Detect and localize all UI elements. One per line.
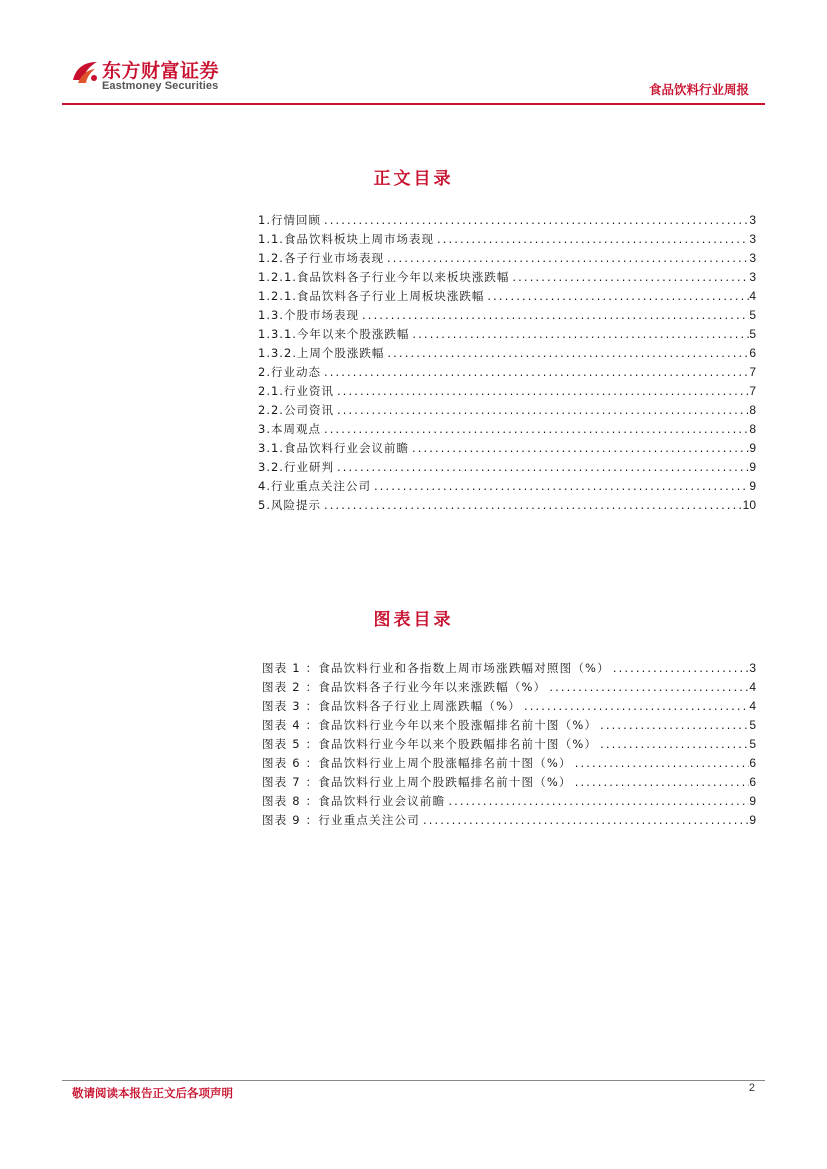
dot-leader (384, 249, 749, 268)
dot-leader (321, 420, 749, 439)
dot-leader (572, 754, 750, 773)
dot-leader (521, 697, 749, 716)
figure-entry[interactable] (262, 697, 756, 716)
dot-leader (572, 773, 750, 792)
contents-entry[interactable] (258, 211, 756, 230)
figure-entry-label: 图表 1 ：食品饮料行业和各指数上周市场涨跌幅对照图（%） (262, 661, 610, 675)
contents-entry-label: 5.风险提示 (258, 498, 321, 512)
contents-entry-page-number: 3 (749, 232, 756, 246)
eastmoney-logo-icon (70, 58, 100, 86)
dot-leader (359, 306, 749, 325)
contents-entry[interactable] (258, 420, 756, 439)
contents-entry-page-number: 3 (749, 251, 756, 265)
company-logo (70, 56, 250, 96)
logo-english-name: Eastmoney Securities (102, 80, 219, 92)
contents-entry-label: 2.行业动态 (258, 365, 321, 379)
dot-leader (420, 811, 749, 830)
figure-entry[interactable] (262, 678, 756, 697)
figure-entry-label: 图表 4 ：食品饮料行业今年以来个股涨幅排名前十图（%） (262, 718, 598, 732)
contents-entry[interactable] (258, 268, 756, 287)
header-divider (62, 103, 765, 105)
contents-entry-page-number: 9 (749, 460, 756, 474)
figure-entry[interactable] (262, 735, 756, 754)
contents-entry[interactable] (258, 496, 756, 515)
contents-entry-page-number: 5 (749, 327, 756, 341)
logo-chinese-name: 东方财富证券 (102, 60, 220, 82)
contents-entry-page-number: 7 (749, 365, 756, 379)
contents-entry-page-number: 8 (749, 403, 756, 417)
figures-list (262, 659, 756, 830)
figure-entry-page-number: 9 (749, 813, 756, 827)
contents-entry[interactable] (258, 344, 756, 363)
dot-leader (434, 230, 749, 249)
contents-entry[interactable] (258, 287, 756, 306)
figure-entry[interactable] (262, 659, 756, 678)
figure-entry-page-number: 9 (749, 794, 756, 808)
contents-entry-page-number: 3 (749, 213, 756, 227)
contents-entry[interactable] (258, 249, 756, 268)
figure-entry-page-number: 5 (749, 737, 756, 751)
dot-leader (409, 439, 749, 458)
contents-entry-label: 2.1.行业资讯 (258, 384, 334, 398)
figure-entry[interactable] (262, 754, 756, 773)
figure-entry[interactable] (262, 811, 756, 830)
contents-entry-page-number: 5 (749, 308, 756, 322)
contents-entry-page-number: 4 (749, 289, 756, 303)
contents-entry-label: 1.3.1.今年以来个股涨跌幅 (258, 327, 410, 341)
disclaimer-note: 敬请阅读本报告正文后各项声明 (72, 1086, 233, 1100)
dot-leader (409, 325, 749, 344)
figure-entry-label: 图表 5 ：食品饮料行业今年以来个股跌幅排名前十图（%） (262, 737, 598, 751)
contents-entry-page-number: 6 (749, 346, 756, 360)
dot-leader (445, 792, 749, 811)
figure-entry[interactable] (262, 773, 756, 792)
dot-leader (321, 363, 749, 382)
figure-entry[interactable] (262, 716, 756, 735)
contents-entry[interactable] (258, 325, 756, 344)
dot-leader (384, 344, 749, 363)
figure-entry-label: 图表 3 ：食品饮料各子行业上周涨跌幅（%） (262, 699, 521, 713)
dot-leader (484, 287, 749, 306)
figure-entry[interactable] (262, 792, 756, 811)
figure-entry-page-number: 4 (749, 680, 756, 694)
contents-entry-label: 1.行情回顾 (258, 213, 321, 227)
dot-leader (509, 268, 749, 287)
contents-title: 正文目录 (373, 169, 454, 189)
figures-title: 图表目录 (373, 610, 454, 630)
contents-entry[interactable] (258, 363, 756, 382)
figure-entry-label: 图表 7 ：食品饮料行业上周个股跌幅排名前十图（%） (262, 775, 572, 789)
contents-list (258, 211, 756, 515)
contents-entry-label: 2.2.公司资讯 (258, 403, 334, 417)
contents-entry-page-number: 9 (749, 441, 756, 455)
contents-entry-page-number: 7 (749, 384, 756, 398)
contents-entry[interactable] (258, 458, 756, 477)
contents-entry-label: 3.2.行业研判 (258, 460, 334, 474)
contents-entry[interactable] (258, 477, 756, 496)
figure-entry-page-number: 5 (749, 718, 756, 732)
contents-entry-page-number: 8 (749, 422, 756, 436)
dot-leader (334, 458, 749, 477)
figure-entry-label: 图表 9 ：行业重点关注公司 (262, 813, 420, 827)
dot-leader (546, 678, 749, 697)
contents-entry[interactable] (258, 439, 756, 458)
contents-entry-label: 1.2.1.食品饮料各子行业上周板块涨跌幅 (258, 289, 485, 303)
contents-entry-label: 3.本周观点 (258, 422, 321, 436)
contents-entry-label: 4.行业重点关注公司 (258, 479, 371, 493)
figure-entry-page-number: 6 (749, 775, 756, 789)
contents-entry-page-number: 10 (742, 498, 756, 512)
contents-entry-label: 1.2.各子行业市场表现 (258, 251, 384, 265)
report-type-label: 食品饮料行业周报 (648, 82, 749, 97)
dot-leader (597, 735, 749, 754)
dot-leader (597, 716, 749, 735)
contents-entry[interactable] (258, 306, 756, 325)
dot-leader (371, 477, 749, 496)
dot-leader (610, 659, 749, 678)
figure-entry-label: 图表 2 ：食品饮料各子行业今年以来涨跌幅（%） (262, 680, 547, 694)
figure-entry-page-number: 3 (749, 661, 756, 675)
contents-entry-page-number: 9 (749, 479, 756, 493)
page-number: 2 (748, 1082, 755, 1094)
dot-leader (334, 382, 749, 401)
figure-entry-label: 图表 6 ：食品饮料行业上周个股涨幅排名前十图（%） (262, 756, 572, 770)
dot-leader (334, 401, 749, 420)
contents-entry[interactable] (258, 230, 756, 249)
contents-entry-label: 1.3.2.上周个股涨跌幅 (258, 346, 385, 360)
contents-entry[interactable] (258, 382, 756, 401)
figure-entry-page-number: 4 (749, 699, 756, 713)
contents-entry-label: 1.1.食品饮料板块上周市场表现 (258, 232, 434, 246)
contents-entry[interactable] (258, 401, 756, 420)
dot-leader (321, 496, 743, 515)
contents-entry-label: 1.2.1.食品饮料各子行业今年以来板块涨跌幅 (258, 270, 510, 284)
footer-divider (62, 1080, 765, 1081)
dot-leader (321, 211, 749, 230)
figure-entry-label: 图表 8 ：食品饮料行业会议前瞻 (262, 794, 446, 808)
contents-entry-label: 1.3.个股市场表现 (258, 308, 359, 322)
contents-entry-label: 3.1.食品饮料行业会议前瞻 (258, 441, 409, 455)
contents-entry-page-number: 3 (749, 270, 756, 284)
figure-entry-page-number: 6 (749, 756, 756, 770)
